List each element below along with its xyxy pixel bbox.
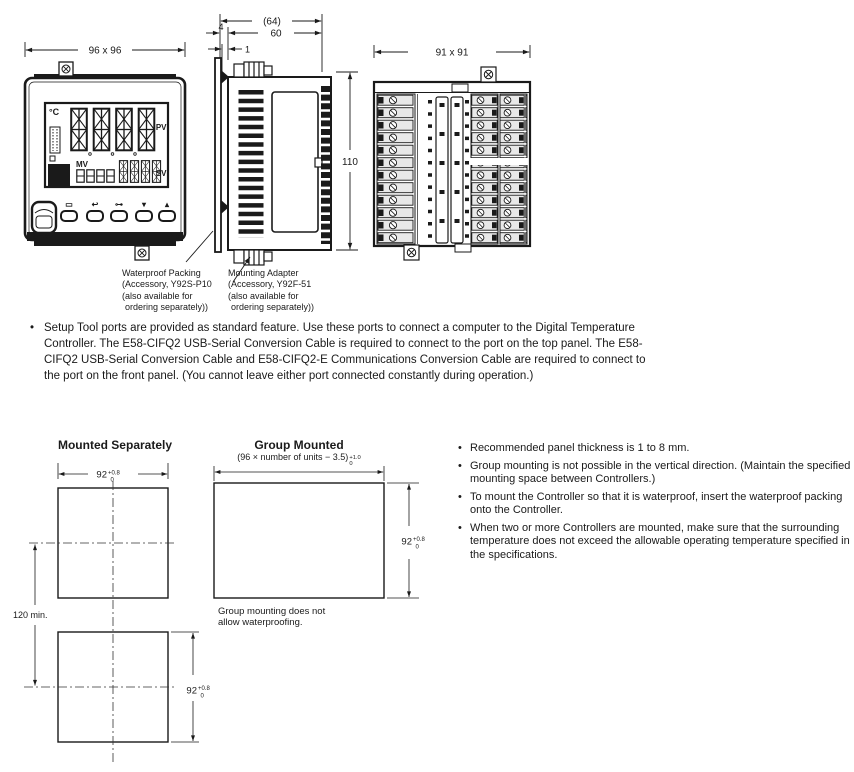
separate-width-tol-plus: +0.8	[108, 470, 120, 477]
callout-line: ordering separately))	[231, 301, 315, 312]
callout-line: ordering separately))	[125, 301, 209, 312]
spacing-label: 120 min.	[13, 610, 48, 620]
side-flange-label: 4	[218, 22, 224, 32]
group-caption	[218, 606, 325, 628]
up-key-icon: ▴	[164, 200, 170, 209]
mode-key-icon: ↩	[91, 200, 99, 209]
cutout-rect-group	[214, 483, 384, 598]
mv-label: MV	[76, 160, 88, 169]
bullet: •	[458, 490, 462, 503]
bullet: •	[458, 459, 462, 472]
callout-line: (Accessory, Y92F-51	[228, 279, 312, 290]
note-item	[458, 442, 852, 456]
group-height-tol-plus: +0.8	[413, 537, 425, 543]
brand-logo: omron	[33, 234, 55, 242]
sv-label: SV	[155, 169, 167, 178]
group-height-value: 92	[401, 536, 412, 548]
side-gap-label: 1	[245, 44, 251, 55]
setup-port-cover	[32, 202, 56, 233]
terminal-gap-band	[470, 158, 528, 165]
mounting-notes	[458, 442, 852, 566]
separate-height-tol-minus: 0	[200, 693, 204, 700]
setup-tool-note-text: Setup Tool ports are provided as standard feature. Use these ports to connect a computer to the Digital Temperature Controller. The E58-CIFQ2 USB-Serial Conversion Cable is required to connect to the port on the top panel. The E58-CIFQ2 USB-Serial Conversion Cable and E58-CIFQ2-E Communications Conversion Cable are required to connect to the port on the front panel. (You cannot leave either port connected constantly during operation.)	[44, 322, 646, 382]
formula-tol-minus: 0	[349, 461, 353, 467]
separate-height-value: 92	[186, 685, 197, 697]
front-dim-label: 96 x 96	[88, 45, 122, 57]
group-caption-line: allow waterproofing.	[218, 617, 303, 628]
note-text: When two or more Controllers are mounted, make sure that the surrounding temperature does not exceed the allowable operating temperature specified in the specifications.	[470, 521, 850, 561]
bullet: •	[458, 442, 462, 454]
separate-width-value: 92	[96, 469, 107, 481]
side-height-label: 110	[342, 157, 358, 168]
terminal-block-left	[377, 94, 415, 244]
formula-text: (96 × number of units − 3.5)	[237, 452, 349, 462]
level-key-icon: ▭	[65, 200, 73, 209]
group-caption-line: Group mounting does not	[218, 606, 326, 617]
note-item	[458, 522, 852, 563]
rear-top-tab	[452, 84, 468, 92]
side-bezel	[215, 58, 221, 252]
pv-label: PV	[155, 123, 167, 132]
group-height-tol-minus: 0	[415, 544, 419, 551]
waterproof-leader	[186, 231, 213, 262]
mounting-adapter-bottom	[234, 250, 272, 265]
bullet: •	[30, 322, 35, 334]
bullet: •	[458, 521, 462, 534]
mounted-separately-title: Mounted Separately	[57, 438, 173, 452]
rear-top-screw	[481, 67, 496, 82]
front-bottom-screw	[135, 246, 149, 260]
note-item	[458, 460, 852, 487]
side-depth-body-label: 60	[270, 28, 282, 40]
side-depth-total-label: (64)	[263, 16, 281, 28]
note-text: Group mounting is not possible in the vertical direction. (Maintain the specified mounting space between Controllers.)	[470, 459, 851, 485]
setup-tool-note	[30, 320, 648, 384]
rear-dim-label: 91 x 91	[435, 47, 469, 59]
note-text: Recommended panel thickness is 1 to 8 mm.	[470, 442, 690, 454]
mounting-adapter-top	[234, 62, 331, 77]
callout-line: Mounting Adapter	[228, 268, 299, 278]
panel-cutout-drawings	[0, 435, 460, 772]
temp-unit-indicator: °C	[49, 107, 60, 117]
front-view	[25, 42, 185, 260]
down-key-icon: ▾	[141, 200, 147, 209]
front-top-screw	[59, 62, 73, 76]
terminal-block-right-2	[500, 94, 527, 244]
callout-mounting-adapter	[228, 268, 314, 313]
terminal-block-right-1	[471, 94, 498, 244]
rear-view	[374, 45, 530, 260]
side-cover-door	[272, 92, 318, 232]
callout-line: Waterproof Packing	[122, 268, 201, 278]
callout-line: (Accessory, Y92S-P10	[122, 279, 212, 290]
group-width-dim	[214, 466, 384, 481]
group-mounted-title: Group Mounted	[254, 438, 344, 452]
shift-key-icon: ⊶	[115, 200, 123, 209]
callout-waterproof-packing	[122, 268, 212, 313]
note-item	[458, 491, 852, 518]
callout-line: (also available for	[228, 290, 299, 301]
separate-height-tol-plus: +0.8	[198, 686, 210, 692]
door-clip	[315, 158, 322, 167]
rear-bottom-screw	[404, 245, 419, 260]
rear-bottom-tab	[455, 244, 471, 252]
side-view	[206, 14, 358, 265]
front-bottom-tab	[34, 241, 176, 246]
callout-line: (also available for	[122, 290, 193, 301]
model-logo: E5AC	[161, 234, 180, 242]
separate-width-tol-minus: 0	[110, 477, 114, 484]
centerlines	[24, 481, 177, 763]
formula-tol-plus: +1.0	[349, 455, 361, 461]
note-text: To mount the Controller so that it is waterproof, insert the waterproof packing onto the Controller.	[470, 490, 843, 516]
